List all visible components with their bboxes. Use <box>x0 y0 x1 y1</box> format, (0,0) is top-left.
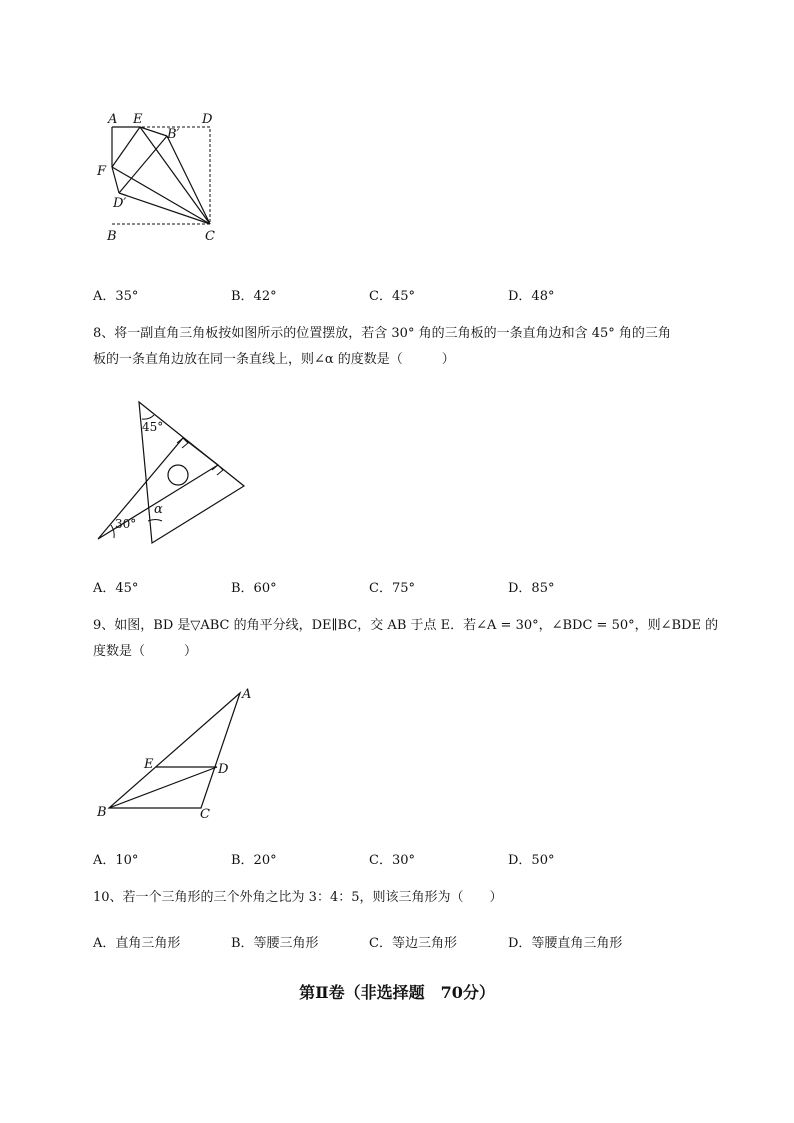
q9-text-line2: 度数是（ ） <box>93 644 198 659</box>
q8-option-b: B．60° <box>231 581 277 596</box>
q8-option-a: A．45° <box>93 581 139 596</box>
q7-label-F: F <box>97 164 107 179</box>
q8-text-line2: 板的一条直角边放在同一条直线上，则∠α 的度数是（ ） <box>93 352 455 367</box>
q9-triangle-ABC <box>109 693 240 808</box>
q9-option-c: C．30° <box>369 853 415 868</box>
q10-option-d: D．等腰直角三角形 <box>508 936 623 951</box>
q7-segment-FE <box>112 127 140 167</box>
q10-option-b: B．等腰三角形 <box>231 936 319 951</box>
q9-option-b: B．20° <box>231 853 277 868</box>
q9-figure <box>92 683 262 823</box>
q10-option-a: A．直角三角形 <box>93 936 181 951</box>
q8-text-line1: 8、将一副直角三角板按如图所示的位置摆放，若含 30° 角的三角板的一条直角边和含 45° 角的三角 <box>93 326 671 341</box>
section-title: 第Ⅱ卷（非选择题 70分） <box>299 983 495 1002</box>
q9-option-d: D．50° <box>508 853 555 868</box>
q8-option-d: D．85° <box>508 581 555 596</box>
q9-segment-BD <box>109 767 217 808</box>
q8-circle-hole <box>168 465 188 485</box>
q9-label-A: A <box>242 687 252 702</box>
q8-figure <box>92 395 252 550</box>
q8-right-angle-mark-2 <box>212 465 223 475</box>
q7-label-C: C <box>205 229 215 244</box>
q7-label-B: B <box>107 229 117 244</box>
q7-label-D: D <box>202 112 213 127</box>
q7-label-D-prime: D′ <box>113 196 127 211</box>
q7-segment-EB <box>140 127 167 136</box>
q7-figure <box>90 105 230 250</box>
q7-option-a: A．35° <box>93 289 139 304</box>
q7-label-A: A <box>108 112 118 127</box>
q7-segment-BC-prime <box>167 136 210 224</box>
q9-label-D: D <box>218 762 229 777</box>
q8-label-30: 30° <box>115 517 137 531</box>
q8-arc-45 <box>142 415 154 419</box>
q9-label-E: E <box>144 757 154 772</box>
q9-option-a: A．10° <box>93 853 139 868</box>
q9-label-C: C <box>200 807 210 822</box>
q7-option-d: D．48° <box>508 289 555 304</box>
q7-label-E: E <box>133 112 143 127</box>
q7-option-b: B．42° <box>231 289 277 304</box>
q7-label-B-prime: B′ <box>167 127 180 142</box>
q9-label-B: B <box>97 805 107 820</box>
q8-option-c: C．75° <box>369 581 415 596</box>
q10-option-c: C．等边三角形 <box>369 936 457 951</box>
q8-label-45: 45° <box>142 420 164 434</box>
q10-text: 10、若一个三角形的三个外角之比为 3：4：5，则该三角形为（ ） <box>93 890 503 905</box>
q7-option-c: C．45° <box>369 289 415 304</box>
q9-text-line1: 9、如图，BD 是▽ABC 的角平分线，DE∥BC，交 AB 于点 E．若∠A = 30°，∠BDC = 50°，则∠BDE 的 <box>93 618 719 633</box>
q8-label-alpha: α <box>154 502 163 517</box>
q8-arc-30 <box>111 525 114 538</box>
